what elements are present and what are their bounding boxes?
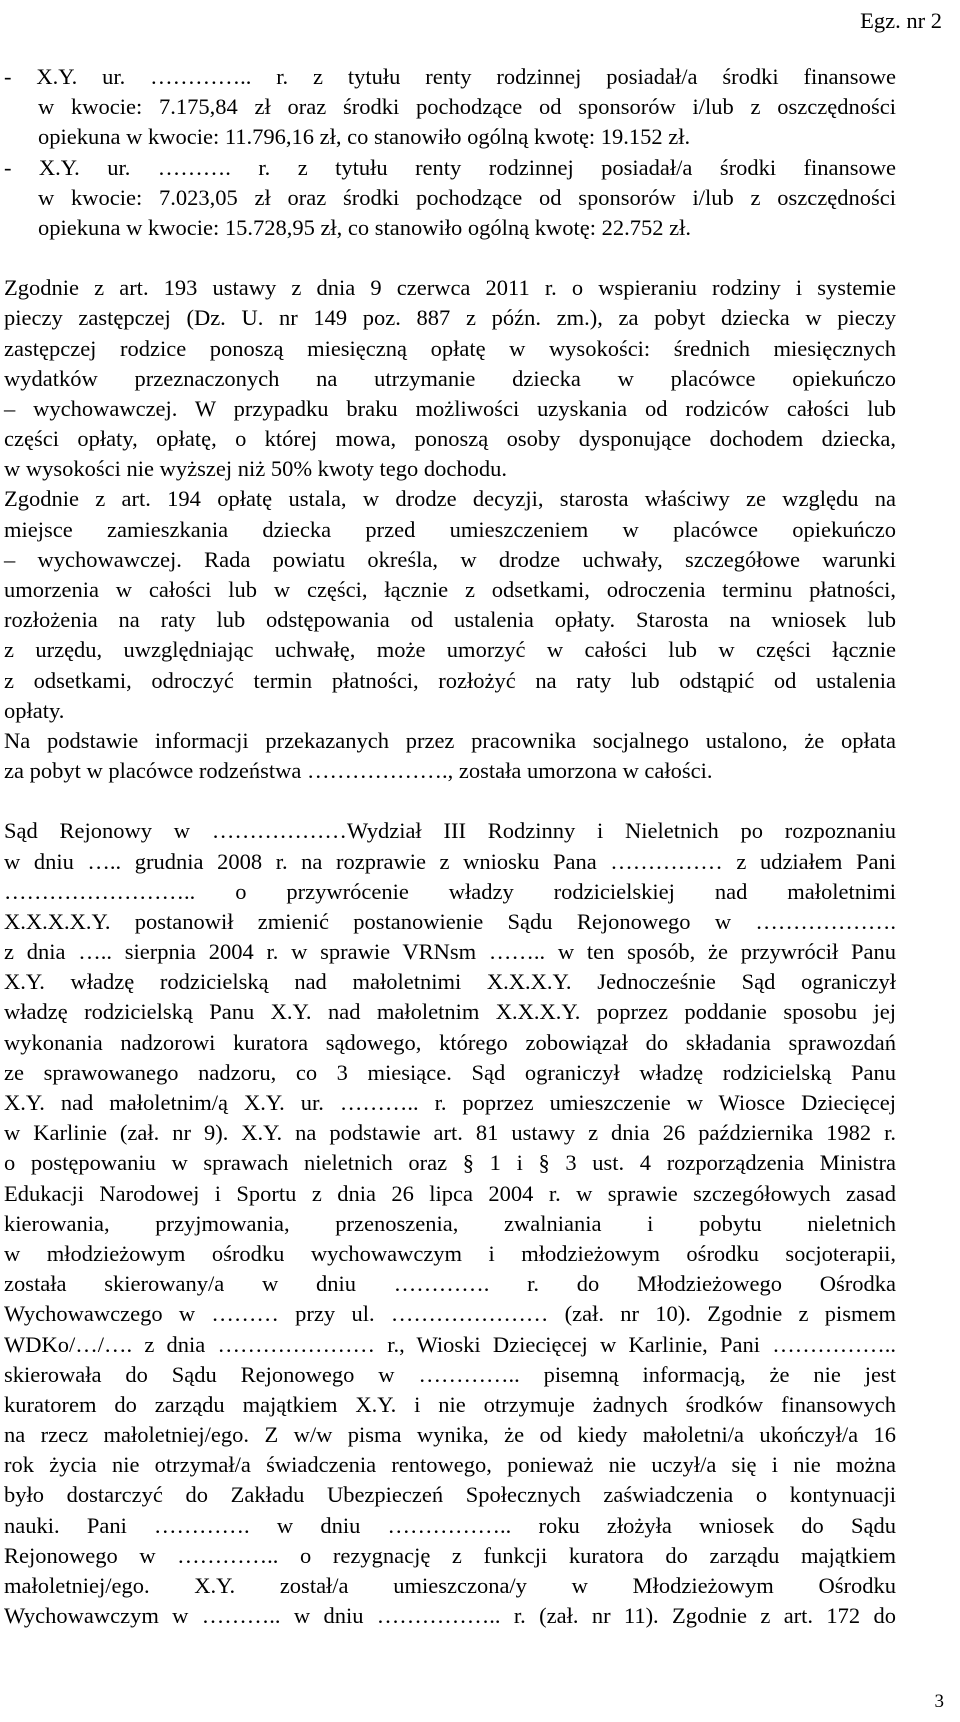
text-line: Zgodnie z art. 193 ustawy z dnia 9 czerwca 2011 r. o wspieraniu rodziny i systemie [4,275,896,301]
text-line: rok życia nie otrzymał/a świadczenia rentowego, ponieważ nie uczył/a się i nie można [4,1452,896,1478]
text-line: opiekuna w kwocie: 11.796,16 zł, co stanowiło ogólną kwotę: 19.152 zł. [38,124,691,150]
text-line: w wysokości nie wyższej niż 50% kwoty tego dochodu. [4,456,508,482]
text-line: było dostarczyć do Zakładu Ubezpieczeń Społecznych zaświadczenia o kontynuacji [4,1482,896,1508]
text-line: wydatków przeznaczonych na utrzymanie dziecka w placówce opiekuńczo [4,365,896,391]
list-item [4,153,896,244]
text-line: w kwocie: 7.175,84 zł oraz środki pochodzące od sponsorów i/lub z oszczędności [38,94,896,120]
page-number: 3 [934,1691,944,1712]
text-line: - X.Y. ur. ………….. r. z tytułu renty rodzinnej posiadał/a środki finansowe [4,64,896,89]
text-line: zastępczej rodzice ponoszą miesięczną opłatę w wysokości: średnich miesięcznych [4,335,896,361]
text-line: …………………….. o przywrócenie władzy rodzicielskiej nad małoletnimi [4,878,896,904]
text-line: z urzędu, uwzględniając uchwałę, może umorzyć w całości lub w części łącznie [4,637,896,663]
text-line: w kwocie: 7.023,05 zł oraz środki pochodzące od sponsorów i/lub z oszczędności [38,184,896,210]
text-line: o postępowaniu w sprawach nieletnich oraz § 1 i § 3 ust. 4 rozporządzenia Ministra [4,1150,896,1176]
text-line: w młodzieżowym ośrodku wychowawczym i młodzieżowym ośrodku socjoterapii, [4,1240,896,1266]
text-line: opłaty. [4,697,65,723]
text-line: z odsetkami, odroczyć termin płatności, rozłożyć na raty lub odstąpić od ustalenia [4,667,896,693]
text-line: kierowania, przyjmowania, przenoszenia, zwalniania i pobytu nieletnich [4,1210,896,1236]
text-line: miejsce zamieszkania dziecka przed umieszczeniem w placówce opiekuńczo [4,516,896,542]
text-line: na rzecz małoletniej/ego. Z w/w pisma wynika, że od kiedy małoletni/a ukończył/a 16 [4,1422,896,1448]
paragraph-art-194 [4,484,896,726]
text-line: wykonania nadzorowi kuratora sądowego, którego zobowiązał do składania sprawozdań [4,1029,896,1055]
text-line: WDKo/…/…. z dnia ………………… r., Wioski Dziecięcej w Karlinie, Pani …………….. [4,1331,896,1357]
text-line: w Karlinie (zał. nr 9). X.Y. na podstawie art. 81 ustawy z dnia 26 października 1982 r. [4,1120,896,1146]
text-line: X.Y. nad małoletnim/ą X.Y. ur. ……….. r. poprzez umieszczenie w Wiosce Dziecięcej [4,1090,896,1115]
text-line: - X.Y. ur. ………. r. z tytułu renty rodzinnej posiadał/a środki finansowe [4,154,896,180]
text-line: kuratorem do zarządu majątkiem X.Y. i nie otrzymuje żadnych środków finansowych [4,1391,896,1417]
text-line: ze sprawowanego nadzoru, co 3 miesiące. Sąd ograniczył władzę rodzicielską Panu [4,1059,896,1085]
paragraph-art-193 [4,273,896,484]
text-line: Sąd Rejonowy w ………………Wydział III Rodzinny i Nieletnich po rozpoznaniu [4,818,896,844]
text-line: w dniu ….. grudnia 2008 r. na rozprawie z wniosku Pana …………… z udziałem Pani [4,848,896,874]
paragraph-gap [4,243,896,273]
list-item [4,62,896,153]
text-line: Zgodnie z art. 194 opłatę ustala, w drodze decyzji, starosta właściwy ze względu na [4,486,896,512]
text-line: skierowała do Sądu Rejonowego w ………….. pisemną informacją, że nie jest [4,1361,896,1387]
text-line: Rejonowego w ………….. o rezygnację z funkcji kuratora do zarządu majątkiem [4,1542,896,1568]
text-line: pieczy zastępczej (Dz. U. nr 149 poz. 887 z późn. zm.), za pobyt dziecka w pieczy [4,305,896,331]
text-line: Wychowawczym w ……….. w dniu …………….. r. (zał. nr 11). Zgodnie z art. 172 do [4,1603,896,1629]
text-line: X.Y. władzę rodzicielską nad małoletnimi X.X.X.Y. Jednocześnie Sąd ograniczył [4,969,896,995]
text-line: nauki. Pani …………. w dniu …………….. roku złożyła wniosek do Sądu [4,1512,896,1538]
text-line: Edukacji Narodowej i Sportu z dnia 26 lipca 2004 r. w sprawie szczegółowych zasad [4,1180,896,1206]
text-line: rozłożenia na raty lub odstępowania od ustalenia opłaty. Starosta na wniosek lub [4,607,896,633]
text-line: umorzenia w całości lub w części, łącznie z odsetkami, odroczenia terminu płatności, [4,577,896,602]
text-line: Wychowawczego w ……… przy ul. ………………… (zał. nr 10). Zgodnie z pismem [4,1301,896,1327]
paragraph-court-ruling [4,816,896,1631]
text-line: – wychowawczej. Rada powiatu określa, w drodze uchwały, szczegółowe warunki [4,546,896,572]
text-line: opiekuna w kwocie: 15.728,95 zł, co stanowiło ogólną kwotę: 22.752 zł. [38,214,692,240]
copy-number-label: Egz. nr 2 [860,8,942,33]
text-line: małoletniej/ego. X.Y. został/a umieszczona/y w Młodzieżowym Ośrodku [4,1573,896,1598]
paragraph-fee-remission [4,726,896,786]
text-line: z dnia ….. sierpnia 2004 r. w sprawie VRNsm …….. w ten sposób, że przywrócił Panu [4,939,896,965]
text-line: Na podstawie informacji przekazanych przez pracownika socjalnego ustalono, że opłata [4,727,896,753]
text-line: X.X.X.X.Y. postanowił zmienić postanowienie Sądu Rejonowego w ………………. [4,908,896,934]
text-line: – wychowawczej. W przypadku braku możliwości uzyskania od rodziców całości lub [4,395,896,421]
paragraph-gap [4,786,896,816]
text-line: części opłaty, opłatę, o której mowa, ponoszą osoby dysponujące dochodem dziecka, [4,426,896,452]
text-line: została skierowany/a w dniu …………. r. do Młodzieżowego Ośrodka [4,1271,896,1297]
document-body [4,62,896,1631]
text-line: za pobyt w placówce rodzeństwa ………………., została umorzona w całości. [4,758,713,784]
text-line: władzę rodzicielską Panu X.Y. nad małoletnim X.X.X.Y. poprzez poddanie sposobu jej [4,999,896,1025]
